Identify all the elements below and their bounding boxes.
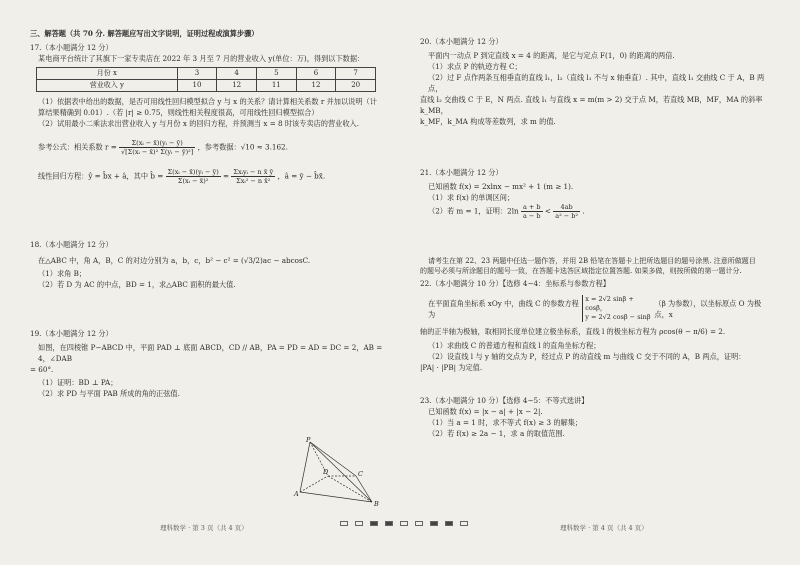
registration-mark — [445, 521, 453, 526]
q21-frac2-den: a² − b² — [555, 212, 579, 220]
q20-part2-a: （2）过 F 点作两条互相垂直的直线 l₁，l₂（直线 l₁ 不与 x 轴垂直）. 其中，直线 l₁ 交曲线 C 于 A，B 两点， — [428, 73, 765, 93]
q18-head: 18.（本小题满分 12 分） — [30, 240, 113, 249]
q19-part1: （1）证明：BD ⊥ PA； — [38, 378, 118, 387]
q21-frac2-num: 4ab — [553, 203, 580, 212]
q22-part2-b: |PA| · |PB| 为定值. — [420, 363, 483, 372]
registration-mark — [385, 521, 393, 526]
q23-part1: （1）当 a = 1 时，求不等式 f(x) ≥ 3 的解集； — [428, 418, 583, 427]
edge-pa — [300, 442, 310, 492]
q22-part2-a: （2）设直线 l 与 y 轴的交点为 P，经过点 P 的动直线 m 与曲线 C 交于不同的 A，B 两点，证明： — [428, 352, 746, 361]
registration-mark — [340, 521, 348, 526]
table-cell: 7 — [336, 68, 376, 80]
table-cell: 12 — [296, 80, 336, 92]
reg-numerator-2: Σxᵢyᵢ − n x̄ ȳ — [233, 168, 274, 176]
q22-sys-line2: y = 2√2 cosβ − sinβ — [585, 313, 651, 321]
q22-line2: 轴的正半轴为极轴，取相同长度单位建立极坐标系，直线 l 的极坐标方程为 ρcos(θ − π/6) = 2. — [420, 327, 726, 336]
edge-pc — [310, 442, 356, 476]
table-cell: 4 — [217, 68, 257, 80]
q21-fraction-2 — [553, 203, 580, 220]
q20-head: 20.（本小题满分 12 分） — [420, 37, 503, 46]
registration-mark — [370, 521, 378, 526]
left-page-footer: 理科数学 · 第 3 页（共 4 页） — [160, 524, 248, 532]
q21-part2-suffix: . — [582, 206, 585, 216]
q21-part2 — [420, 203, 775, 220]
q17-part2: （2）试用最小二乘法求出营业收入 y 与月份 x 的回归方程，并预测当 x = 8 时该专卖店的营业收入. — [38, 119, 360, 128]
registration-marks — [340, 521, 468, 526]
ref-denominator: √[Σ(xᵢ − x̄)² Σ(yᵢ − ȳ)²] — [121, 148, 194, 156]
q19-line2: = 60°. — [30, 365, 54, 374]
q22-part1: （1）求曲线 C 的普通方程和直线 l 的直角坐标方程； — [428, 341, 601, 350]
right-column — [420, 28, 775, 439]
q19-part2: （2）求 PD 与平面 PAB 所成的角的正弦值. — [38, 389, 180, 398]
q20-part2-c: k_MF，k_MA 构成等差数列，求 m 的值. — [420, 117, 556, 126]
q21-part1: （1）求 f(x) 的单调区间； — [428, 193, 515, 202]
ref-fraction — [119, 139, 195, 156]
fig-label-a: A — [294, 490, 299, 498]
q20-line1: 平面内一动点 P 到定直线 x = 4 的距离，是它与定点 F(1，0) 的距离的两倍. — [428, 51, 675, 60]
edge-ad — [300, 476, 328, 492]
edge-ab — [300, 492, 372, 502]
q22-line1-a: 在平面直角坐标系 xOy 中，曲线 C 的参数方程为 — [428, 298, 579, 319]
fig-label-b: B — [374, 500, 379, 508]
section-title: 三、解答题（共 70 分. 解答题应写出文字说明，证明过程或演算步骤） — [30, 29, 259, 38]
q17-ref-formula — [30, 139, 392, 156]
registration-mark — [430, 521, 438, 526]
notice-line1: 请考生在第 22、23 两题中任选一题作答，并用 2B 铅笔在答题卡上把所选题目的题号涂黑. 注意所做题目 — [428, 257, 756, 265]
sales-table — [36, 67, 376, 92]
table-cell: 11 — [256, 80, 296, 92]
ref-label: 参考公式：相关系数 r = — [38, 142, 117, 152]
right-page-footer: 理科数学 · 第 4 页（共 4 页） — [560, 524, 648, 532]
q21-frac1-num: a + b — [522, 203, 541, 211]
q21-part2-mid: < — [544, 206, 551, 216]
q19-head: 19.（本小题满分 12 分） — [30, 329, 113, 338]
q22-line1 — [420, 295, 775, 322]
table-cell: 10 — [177, 80, 217, 92]
reg-fraction-2 — [231, 168, 275, 185]
registration-mark — [400, 521, 408, 526]
q17-intro: 某电商平台统计了其旗下一家专卖店在 2022 年 3 月至 7 月的营业收入 y(单位：万)，得到以下数据： — [38, 54, 365, 63]
reg-tail: ，â = ȳ − b̂x̄. — [277, 171, 326, 181]
reg-numerator-1: Σ(xᵢ − x̄)(yᵢ − ȳ) — [167, 168, 219, 176]
q21-part2-prefix: （2）若 m = 1，证明：2ln — [428, 206, 519, 216]
q22-line1-b: （β 为参数），以坐标原点 O 为极点，x — [654, 298, 762, 319]
q21-line1: 已知函数 f(x) = 2xlnx − mx² + 1 (m ≥ 1). — [428, 182, 574, 191]
q21-fraction-1 — [521, 203, 543, 220]
q23-head: 23.（本小题满分 10 分）【选修 4−5：不等式选讲】 — [420, 396, 589, 405]
table-cell: 营业收入 y — [37, 80, 178, 92]
table-cell: 月份 x — [37, 68, 178, 80]
q21-frac1-den: a − b — [522, 212, 541, 220]
fig-label-p: P — [306, 436, 311, 444]
table-cell: 3 — [177, 68, 217, 80]
q17-part1-b: 算结果精确到 0.01）.（若 |r| ≥ 0.75，则线性相关程度很高，可用线性回归模型拟合） — [38, 108, 319, 117]
fig-label-d: D — [323, 468, 329, 476]
reg-denominator-1: Σ(xᵢ − x̄)² — [177, 177, 209, 185]
q17-head: 17.（本小题满分 12 分） — [30, 43, 113, 52]
registration-mark — [415, 521, 423, 526]
q20-part1: （1）求点 P 的轨迹方程 C； — [428, 62, 522, 71]
table-cell: 5 — [256, 68, 296, 80]
q19-line1: 如图，在四棱锥 P−ABCD 中，平面 PAD ⊥ 底面 ABCD，CD // AB，PA = PD = AD = DC = 2，AB = 4，∠DAB — [38, 343, 383, 363]
fig-label-c: C — [358, 470, 363, 478]
q23-line1: 已知函数 f(x) = |x − a| + |x − 2|. — [428, 407, 543, 416]
q22-sys-line1: x = 2√2 sinβ + cosβ， — [585, 295, 634, 312]
table-cell: 20 — [336, 80, 376, 92]
q17-part1-a: （1）依据表中给出的数据，是否可用线性回归模型拟合 y 与 x 的关系？请计算相关系数 r 并加以说明（计 — [38, 97, 377, 106]
table-row — [37, 80, 376, 92]
reg-fraction-1 — [166, 168, 221, 185]
registration-mark — [460, 521, 468, 526]
table-cell: 12 — [217, 80, 257, 92]
table-row — [37, 68, 376, 80]
reg-label: 线性回归方程：ŷ = b̂x + â，其中 b̂ = — [38, 171, 164, 181]
q18-part1: （1）求角 B； — [38, 269, 87, 278]
registration-mark — [355, 521, 363, 526]
notice-line2: 的题号必须与所涂题目的题号一致，在答题卡选答区域指定位置答题. 如果多做，则按所做的第一题计分. — [420, 267, 742, 275]
q21-head: 21.（本小题满分 12 分） — [420, 168, 503, 177]
edge-db — [328, 476, 372, 502]
reg-denominator-2: Σxᵢ² − n x̄² — [236, 177, 271, 185]
q20-part2-b: 直线 l₂ 交曲线 C 于 E，N 两点. 直线 l₁ 与直线 x = m(m > 2) 交于点 M，若直线 MB，MF，MA 的斜率 k_MB， — [420, 95, 763, 115]
left-column — [30, 28, 392, 399]
q22-param-system — [582, 295, 654, 322]
pyramid-figure — [290, 436, 390, 508]
q23-part2: （2）若 f(x) ≥ 2a − 1，求 a 的取值范围. — [428, 429, 565, 438]
ref-data: ，参考数据：√10 ≈ 3.162. — [197, 142, 288, 152]
q18-part2: （2）若 D 为 AC 的中点，BD = 1，求△ABC 面积的最大值. — [38, 280, 236, 289]
q22-head: 22.（本小题满分 10 分）【选修 4−4：坐标系与参数方程】 — [420, 279, 610, 288]
ref-numerator: Σ(xᵢ − x̄)(yᵢ − ȳ) — [119, 139, 195, 148]
q18-line1: 在△ABC 中，角 A，B，C 的对边分别为 a，b，c，b² − c² = (√3/2)ac − abcosC. — [38, 256, 311, 265]
table-cell: 6 — [296, 68, 336, 80]
q17-regression-formula: 线性回归方程：ŷ = b̂x + â，其中 b̂ = $\frac{\text{Σ(xᵢ − x̄)(yᵢ − ȳ)}}{\text{Σ(xᵢ − x̄)²}}$ = $\frac{\text{Σxᵢyᵢ − n x̄ ȳ}}{\text{Σxᵢ² − n x̄²}}$ ，â = ȳ − b̂x̄. — [38, 168, 326, 185]
